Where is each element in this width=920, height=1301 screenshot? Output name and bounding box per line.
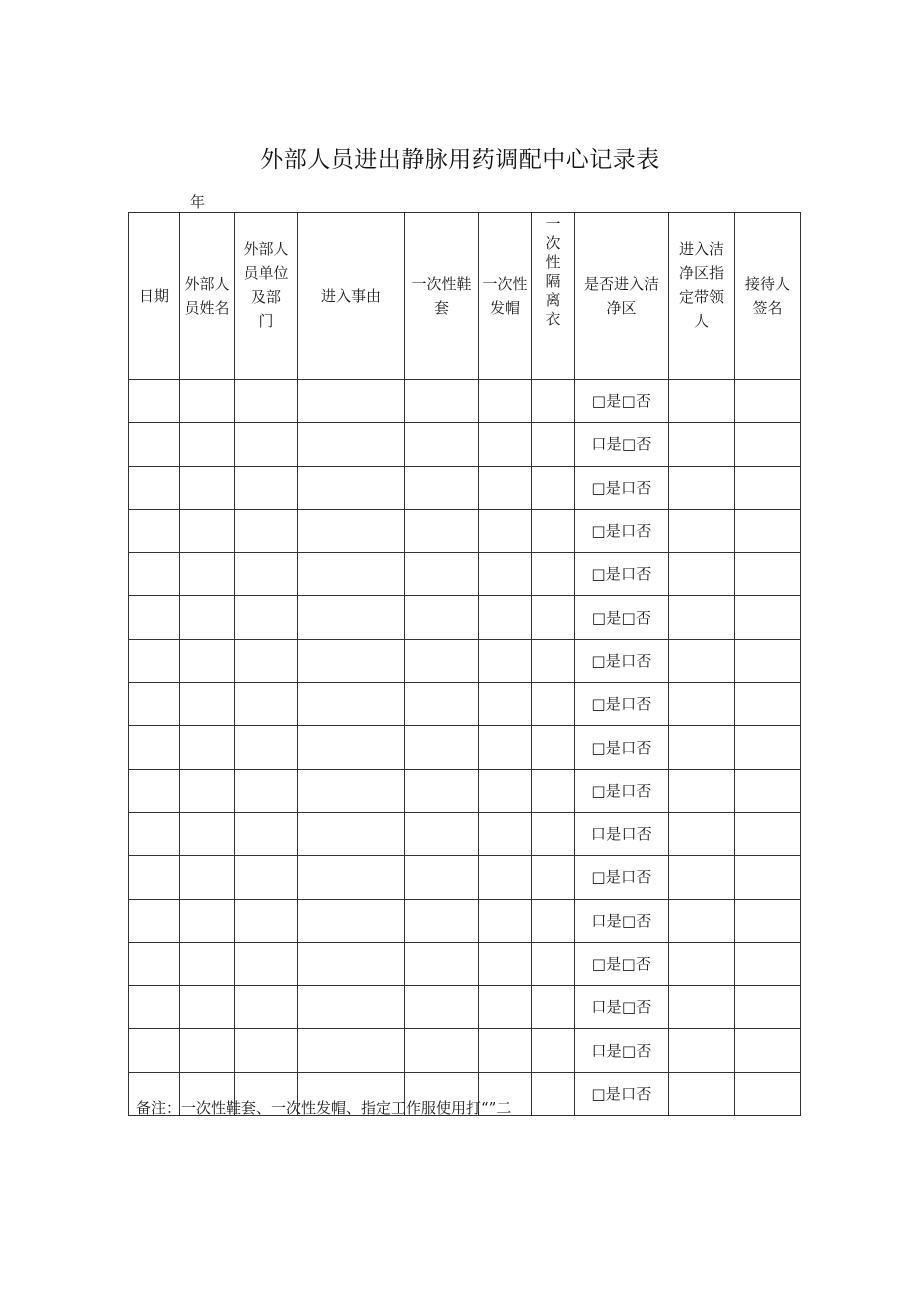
shoe-cover-cell[interactable] <box>405 1029 479 1072</box>
escort-cell[interactable] <box>669 423 735 466</box>
clean-area-choice-cell[interactable]: □是口否 <box>575 553 669 596</box>
clean-area-choice-cell[interactable]: 口是□否 <box>575 899 669 942</box>
table-row <box>129 812 801 855</box>
isolation-gown-cell[interactable] <box>532 423 575 466</box>
hair-cap-cell[interactable] <box>479 596 532 639</box>
isolation-gown-cell[interactable] <box>532 899 575 942</box>
visitor-unit-cell[interactable] <box>235 423 298 466</box>
shoe-cover-cell[interactable] <box>405 683 479 726</box>
isolation-gown-cell[interactable] <box>532 726 575 769</box>
reason-cell[interactable] <box>298 1029 405 1072</box>
reason-cell[interactable] <box>298 380 405 423</box>
clean-area-choice-cell[interactable]: □是口否 <box>575 769 669 812</box>
reason-cell[interactable] <box>298 553 405 596</box>
isolation-gown-cell[interactable] <box>532 639 575 682</box>
reason-cell[interactable] <box>298 423 405 466</box>
hair-cap-cell[interactable] <box>479 769 532 812</box>
escort-cell[interactable] <box>669 639 735 682</box>
isolation-gown-cell[interactable] <box>532 683 575 726</box>
visitor-unit-cell[interactable] <box>235 553 298 596</box>
visitor-name-cell[interactable] <box>180 509 235 552</box>
shoe-cover-cell[interactable] <box>405 380 479 423</box>
footnote: 备注：一次性鞋套、一次性发帽、指定工作服使用打“”二 <box>136 1099 512 1117</box>
escort-cell[interactable] <box>669 466 735 509</box>
date-cell[interactable] <box>129 423 180 466</box>
isolation-gown-cell[interactable] <box>532 596 575 639</box>
receiver-signature-cell[interactable] <box>735 423 801 466</box>
clean-area-choice-cell[interactable]: □是口否 <box>575 509 669 552</box>
visitor-unit-cell[interactable] <box>235 986 298 1029</box>
visitor-name-cell[interactable] <box>180 423 235 466</box>
hair-cap-cell[interactable] <box>479 553 532 596</box>
visitor-name-cell[interactable] <box>180 726 235 769</box>
receiver-signature-cell[interactable] <box>735 942 801 985</box>
shoe-cover-cell[interactable] <box>405 899 479 942</box>
receiver-signature-cell[interactable] <box>735 856 801 899</box>
table-row <box>129 683 801 726</box>
receiver-signature-cell[interactable] <box>735 639 801 682</box>
date-cell[interactable] <box>129 726 180 769</box>
visitor-name-cell[interactable] <box>180 942 235 985</box>
page-title: 外部人员进出静脉用药调配中心记录表 <box>260 147 660 173</box>
hair-cap-cell[interactable] <box>479 1029 532 1072</box>
visitor-unit-cell[interactable] <box>235 812 298 855</box>
reason-cell[interactable] <box>298 726 405 769</box>
visitor-unit-cell[interactable] <box>235 466 298 509</box>
hair-cap-cell[interactable] <box>479 380 532 423</box>
shoe-cover-cell[interactable] <box>405 596 479 639</box>
hair-cap-cell[interactable] <box>479 942 532 985</box>
record-table <box>128 212 801 1116</box>
hair-cap-cell[interactable] <box>479 899 532 942</box>
clean-area-choice-cell[interactable]: □是□否 <box>575 380 669 423</box>
header-row <box>129 213 801 380</box>
receiver-signature-cell[interactable] <box>735 509 801 552</box>
escort-cell[interactable] <box>669 986 735 1029</box>
col-header-visitor-name: 外部人 员姓名 <box>180 213 235 380</box>
hair-cap-cell[interactable] <box>479 683 532 726</box>
visitor-unit-cell[interactable] <box>235 380 298 423</box>
date-cell[interactable] <box>129 1029 180 1072</box>
table-row <box>129 596 801 639</box>
date-cell[interactable] <box>129 899 180 942</box>
receiver-signature-cell[interactable] <box>735 553 801 596</box>
receiver-signature-cell[interactable] <box>735 899 801 942</box>
date-cell[interactable] <box>129 466 180 509</box>
visitor-unit-cell[interactable] <box>235 726 298 769</box>
receiver-signature-cell[interactable] <box>735 380 801 423</box>
hair-cap-cell[interactable] <box>479 856 532 899</box>
hair-cap-cell[interactable] <box>479 726 532 769</box>
shoe-cover-cell[interactable] <box>405 856 479 899</box>
escort-cell[interactable] <box>669 1029 735 1072</box>
reason-cell[interactable] <box>298 596 405 639</box>
visitor-name-cell[interactable] <box>180 769 235 812</box>
escort-cell[interactable] <box>669 596 735 639</box>
table-row <box>129 986 801 1029</box>
escort-cell[interactable] <box>669 553 735 596</box>
receiver-signature-cell[interactable] <box>735 726 801 769</box>
reason-cell[interactable] <box>298 509 405 552</box>
receiver-signature-cell[interactable] <box>735 1029 801 1072</box>
shoe-cover-cell[interactable] <box>405 639 479 682</box>
reason-cell[interactable] <box>298 466 405 509</box>
date-cell[interactable] <box>129 769 180 812</box>
date-cell[interactable] <box>129 639 180 682</box>
reason-cell[interactable] <box>298 683 405 726</box>
isolation-gown-cell[interactable] <box>532 812 575 855</box>
escort-cell[interactable] <box>669 1072 735 1115</box>
escort-cell[interactable] <box>669 899 735 942</box>
isolation-gown-cell[interactable] <box>532 466 575 509</box>
col-header-enter-clean-area: 是否进入洁 净区 <box>575 213 669 380</box>
date-cell[interactable] <box>129 683 180 726</box>
isolation-gown-cell[interactable] <box>532 1072 575 1115</box>
isolation-gown-cell[interactable] <box>532 509 575 552</box>
isolation-gown-cell[interactable] <box>532 856 575 899</box>
receiver-signature-cell[interactable] <box>735 683 801 726</box>
clean-area-choice-cell[interactable]: □是口否 <box>575 726 669 769</box>
hair-cap-cell[interactable] <box>479 466 532 509</box>
visitor-name-cell[interactable] <box>180 683 235 726</box>
escort-cell[interactable] <box>669 380 735 423</box>
isolation-gown-cell[interactable] <box>532 380 575 423</box>
visitor-name-cell[interactable] <box>180 1029 235 1072</box>
escort-cell[interactable] <box>669 942 735 985</box>
reason-cell[interactable] <box>298 986 405 1029</box>
table-row <box>129 639 801 682</box>
visitor-name-cell[interactable] <box>180 466 235 509</box>
visitor-name-cell[interactable] <box>180 899 235 942</box>
hair-cap-cell[interactable] <box>479 509 532 552</box>
reason-cell[interactable] <box>298 769 405 812</box>
visitor-name-cell[interactable] <box>180 380 235 423</box>
col-header-receiver-signature: 接待人 签名 <box>735 213 801 380</box>
clean-area-choice-cell[interactable]: □是口否 <box>575 1072 669 1115</box>
escort-cell[interactable] <box>669 726 735 769</box>
visitor-name-cell[interactable] <box>180 553 235 596</box>
escort-cell[interactable] <box>669 509 735 552</box>
table-row <box>129 509 801 552</box>
shoe-cover-cell[interactable] <box>405 726 479 769</box>
receiver-signature-cell[interactable] <box>735 1072 801 1115</box>
date-cell[interactable] <box>129 986 180 1029</box>
visitor-unit-cell[interactable] <box>235 942 298 985</box>
table-row <box>129 466 801 509</box>
visitor-unit-cell[interactable] <box>235 509 298 552</box>
clean-area-choice-cell[interactable]: □是□否 <box>575 596 669 639</box>
table-row <box>129 1029 801 1072</box>
table-row <box>129 423 801 466</box>
shoe-cover-cell[interactable] <box>405 423 479 466</box>
escort-cell[interactable] <box>669 683 735 726</box>
table-row <box>129 769 801 812</box>
date-cell[interactable] <box>129 509 180 552</box>
table-row <box>129 899 801 942</box>
table-row <box>129 726 801 769</box>
escort-cell[interactable] <box>669 856 735 899</box>
col-header-visitor-unit: 外部人 员单位 及部 门 <box>235 213 298 380</box>
hair-cap-cell[interactable] <box>479 986 532 1029</box>
col-header-hair-cap: 一次性 发帽 <box>479 213 532 380</box>
shoe-cover-cell[interactable] <box>405 769 479 812</box>
clean-area-choice-cell[interactable]: □是口否 <box>575 466 669 509</box>
date-cell[interactable] <box>129 596 180 639</box>
record-body <box>129 380 801 1116</box>
table-row <box>129 380 801 423</box>
date-cell[interactable] <box>129 812 180 855</box>
visitor-name-cell[interactable] <box>180 639 235 682</box>
reason-cell[interactable] <box>298 812 405 855</box>
col-header-isolation-gown: 一 次 性 隔 离 衣 <box>532 213 575 380</box>
isolation-gown-cell[interactable] <box>532 942 575 985</box>
isolation-gown-cell[interactable] <box>532 553 575 596</box>
clean-area-choice-cell[interactable]: □是口否 <box>575 639 669 682</box>
clean-area-choice-cell[interactable]: 口是口否 <box>575 812 669 855</box>
shoe-cover-cell[interactable] <box>405 509 479 552</box>
visitor-unit-cell[interactable] <box>235 683 298 726</box>
visitor-name-cell[interactable] <box>180 856 235 899</box>
visitor-unit-cell[interactable] <box>235 769 298 812</box>
hair-cap-cell[interactable] <box>479 423 532 466</box>
table-row <box>129 856 801 899</box>
hair-cap-cell[interactable] <box>479 812 532 855</box>
visitor-unit-cell[interactable] <box>235 1029 298 1072</box>
visitor-name-cell[interactable] <box>180 986 235 1029</box>
escort-cell[interactable] <box>669 769 735 812</box>
visitor-unit-cell[interactable] <box>235 596 298 639</box>
date-cell[interactable] <box>129 380 180 423</box>
visitor-name-cell[interactable] <box>180 812 235 855</box>
date-cell[interactable] <box>129 856 180 899</box>
receiver-signature-cell[interactable] <box>735 812 801 855</box>
isolation-gown-cell[interactable] <box>532 1029 575 1072</box>
visitor-name-cell[interactable] <box>180 596 235 639</box>
clean-area-choice-cell[interactable]: □是□否 <box>575 942 669 985</box>
shoe-cover-cell[interactable] <box>405 942 479 985</box>
shoe-cover-cell[interactable] <box>405 553 479 596</box>
visitor-unit-cell[interactable] <box>235 899 298 942</box>
shoe-cover-cell[interactable] <box>405 466 479 509</box>
col-header-reason: 进入事由 <box>298 213 405 380</box>
clean-area-choice-cell[interactable]: 口是□否 <box>575 1029 669 1072</box>
col-header-shoe-cover: 一次性鞋 套 <box>405 213 479 380</box>
shoe-cover-cell[interactable] <box>405 986 479 1029</box>
clean-area-choice-cell[interactable]: 口是□否 <box>575 423 669 466</box>
visitor-unit-cell[interactable] <box>235 856 298 899</box>
receiver-signature-cell[interactable] <box>735 769 801 812</box>
reason-cell[interactable] <box>298 899 405 942</box>
visitor-unit-cell[interactable] <box>235 639 298 682</box>
col-header-date: 日期 <box>129 213 180 380</box>
clean-area-choice-cell[interactable]: □是口否 <box>575 683 669 726</box>
date-cell[interactable] <box>129 942 180 985</box>
receiver-signature-cell[interactable] <box>735 986 801 1029</box>
hair-cap-cell[interactable] <box>479 639 532 682</box>
escort-cell[interactable] <box>669 812 735 855</box>
isolation-gown-cell[interactable] <box>532 986 575 1029</box>
clean-area-choice-cell[interactable]: □是口否 <box>575 856 669 899</box>
date-cell[interactable] <box>129 553 180 596</box>
table-row <box>129 942 801 985</box>
year-label: 年 <box>190 193 206 211</box>
receiver-signature-cell[interactable] <box>735 466 801 509</box>
isolation-gown-cell[interactable] <box>532 769 575 812</box>
col-header-escort: 进入洁 净区指 定带领 人 <box>669 213 735 380</box>
table-row <box>129 553 801 596</box>
reason-cell[interactable] <box>298 639 405 682</box>
shoe-cover-cell[interactable] <box>405 812 479 855</box>
receiver-signature-cell[interactable] <box>735 596 801 639</box>
reason-cell[interactable] <box>298 856 405 899</box>
reason-cell[interactable] <box>298 942 405 985</box>
clean-area-choice-cell[interactable]: 口是□否 <box>575 986 669 1029</box>
